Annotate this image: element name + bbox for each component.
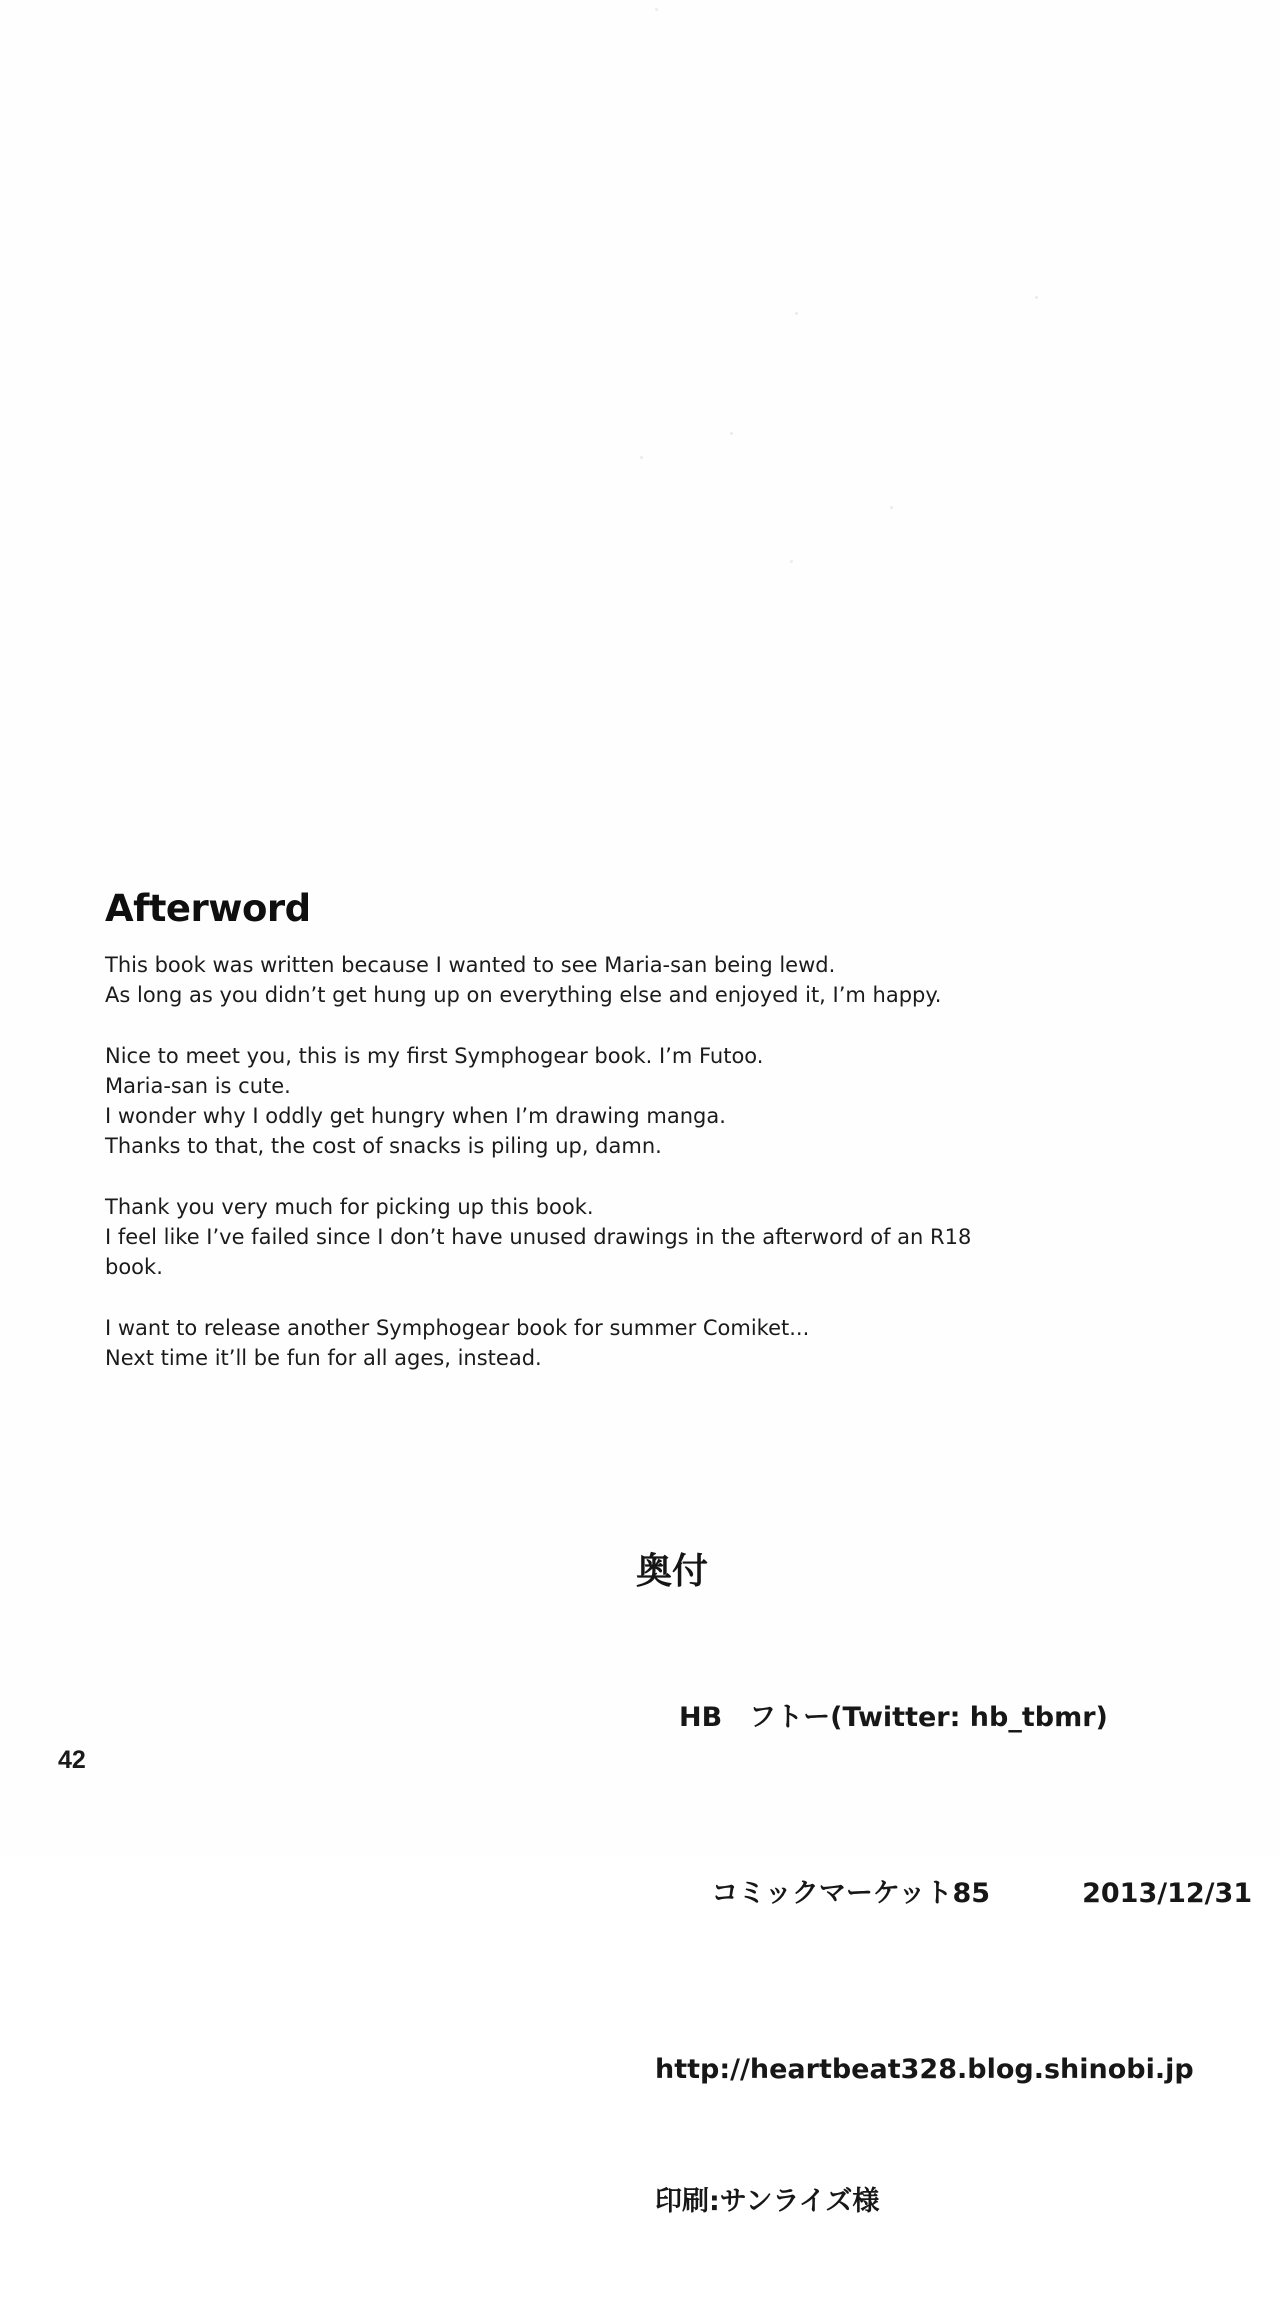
scan-speck: [890, 506, 893, 509]
afterword-line: Maria-san is cute.: [105, 1074, 291, 1098]
colophon-event-date: [655, 1828, 1252, 1960]
colophon-printer: 印刷:サンライズ様: [655, 2186, 880, 2217]
scan-speck: [730, 432, 733, 435]
scan-speck: [795, 312, 798, 315]
colophon-event: コミックマーケット85: [711, 1878, 991, 1909]
colophon-circle-author: HB フトー(Twitter: hb_tbmr): [679, 1702, 1108, 1733]
afterword-paragraph: [105, 1041, 1025, 1161]
afterword-body: [105, 950, 1025, 1373]
afterword-line: As long as you didn’t get hung up on everything else and enjoyed it, I’m happy.: [105, 983, 942, 1007]
scan-speck: [790, 560, 793, 563]
page-number: 42: [58, 1746, 86, 1774]
afterword-heading: Afterword: [105, 886, 311, 930]
afterword-paragraph: [105, 1313, 1025, 1373]
colophon-heading: 奥付: [636, 1551, 709, 1592]
colophon-date: 2013/12/31: [1082, 1878, 1253, 1909]
afterword-paragraph: [105, 950, 1025, 1010]
afterword-line: I feel like I’ve failed since I don’t have unused drawings in the afterword of an R18: [105, 1225, 972, 1249]
afterword-line: Next time it’ll be fun for all ages, instead.: [105, 1346, 542, 1370]
afterword-line: book.: [105, 1255, 163, 1279]
afterword-line: Thanks to that, the cost of snacks is piling up, damn.: [105, 1134, 662, 1158]
scan-speck: [655, 8, 658, 11]
afterword-paragraph: [105, 1192, 1025, 1282]
afterword-line: Nice to meet you, this is my first Symphogear book. I’m Futoo.: [105, 1044, 764, 1068]
afterword-line: I want to release another Symphogear book for summer Comiket...: [105, 1316, 810, 1340]
afterword-line: Thank you very much for picking up this book.: [105, 1195, 594, 1219]
scan-speck: [1035, 296, 1038, 299]
colophon-url: http://heartbeat328.blog.shinobi.jp: [655, 2054, 1194, 2085]
afterword-line: This book was written because I wanted to see Maria-san being lewd.: [105, 953, 836, 977]
scan-speck: [640, 456, 643, 459]
afterword-line: I wonder why I oddly get hungry when I’m drawing manga.: [105, 1104, 726, 1128]
colophon-block: [655, 1608, 1252, 2312]
